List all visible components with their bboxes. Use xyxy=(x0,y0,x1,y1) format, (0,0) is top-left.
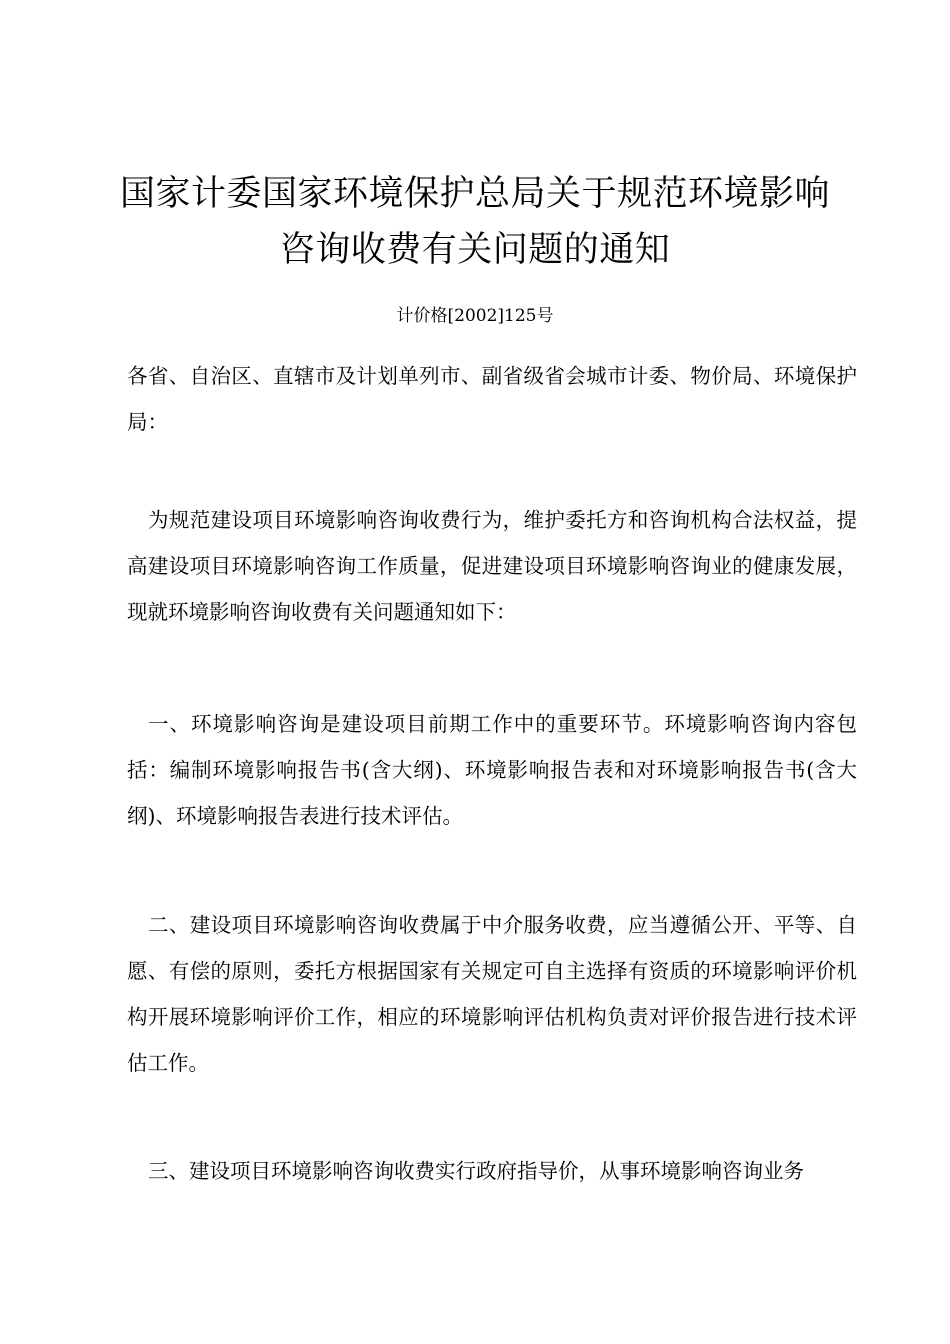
addressee: 各省、自治区、直辖市及计划单列市、副省级省会城市计委、物价局、环境保护局： xyxy=(127,364,857,434)
paragraph-item-2: 二、建设项目环境影响咨询收费属于中介服务收费，应当遵循公开、平等、自愿、有偿的原则，委托方根据国家有关规定可自主选择有资质的环境影响评价机构开展环境影响评价工作，相应的环境影响评估机构负责对评价报告进行技术评估工作。 xyxy=(127,913,857,1075)
paragraph-item-1: 一、环境影响咨询是建设项目前期工作中的重要环节。环境影响咨询内容包括：编制环境影响报告书(含大纲)、环境影响报告表和对环境影响报告书(含大纲)、环境影响报告表进行技术评估。 xyxy=(127,712,857,828)
document-number: 计价格[2002]125号 xyxy=(396,306,554,326)
document-title xyxy=(60,166,890,278)
title-line-1: 国家计委国家环境保护总局关于规范环境影响 xyxy=(119,174,830,214)
title-line-2: 咨询收费有关问题的通知 xyxy=(279,230,671,270)
paragraph-intro: 为规范建设项目环境影响咨询收费行为，维护委托方和咨询机构合法权益，提高建设项目环境影响咨询工作质量，促进建设项目环境影响咨询业的健康发展，现就环境影响咨询收费有关问题通知如下： xyxy=(127,508,857,624)
paragraph-item-3: 三、建设项目环境影响咨询收费实行政府指导价，从事环境影响咨询业务 xyxy=(148,1159,804,1183)
